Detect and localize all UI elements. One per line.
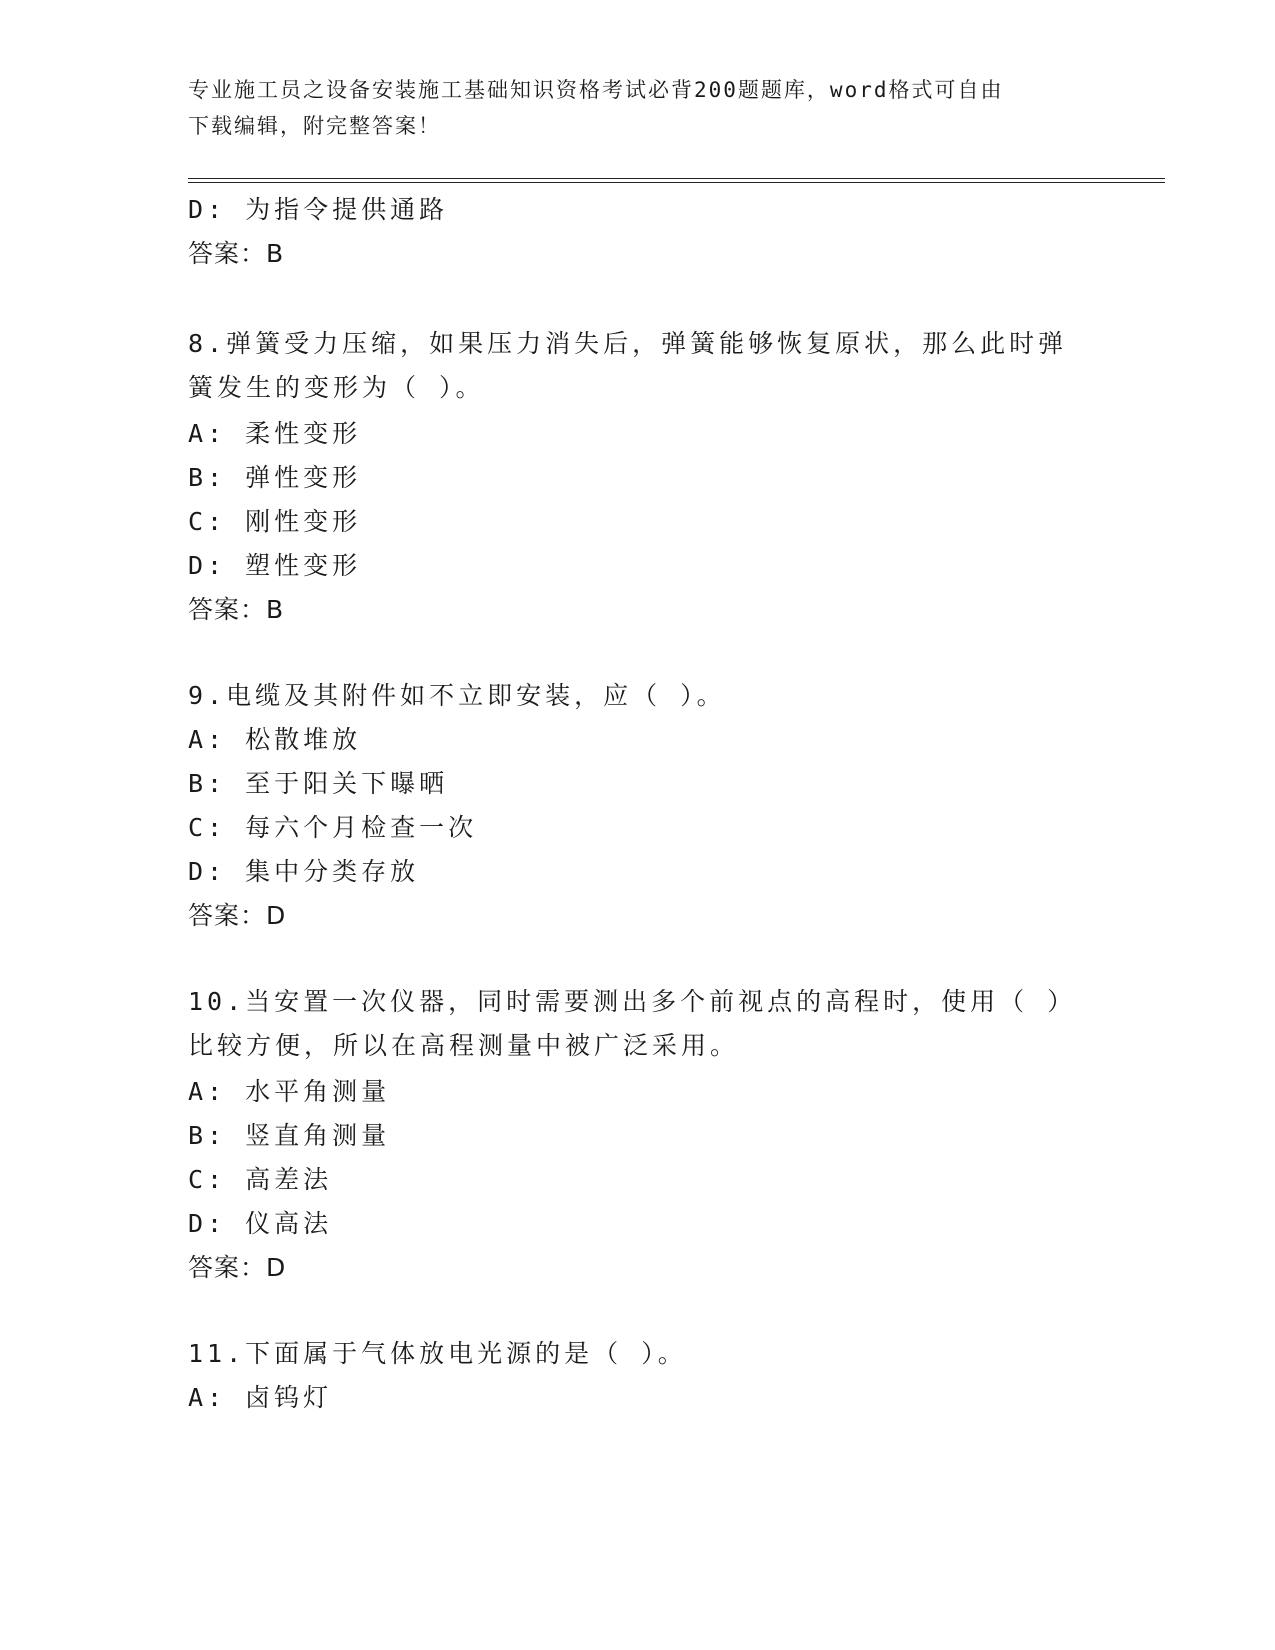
- question-8-stem-line-1: 8.弹簧受力压缩，如果压力消失后，弹簧能够恢复原状，那么此时弹: [188, 329, 1068, 358]
- header-line-1: 专业施工员之设备安装施工基础知识资格考试必背200题题库，word格式可自由: [188, 78, 1004, 102]
- prev-option-d: D: 为指令提供通路: [188, 195, 449, 224]
- question-8-option-d: D: 塑性变形: [188, 551, 362, 580]
- question-8-answer: 答案：B: [188, 595, 285, 624]
- question-11-option-a: A: 卤钨灯: [188, 1383, 333, 1412]
- document-header: [188, 72, 1088, 144]
- question-10-option-c: C: 高差法: [188, 1165, 333, 1194]
- question-9-answer: 答案：D: [188, 901, 287, 930]
- question-11-stem-line-1: 11.下面属于气体放电光源的是（ ）。: [188, 1339, 687, 1368]
- header-divider-top: [188, 178, 1165, 179]
- question-8-stem-line-2: 簧发生的变形为（ ）。: [188, 373, 485, 402]
- question-10-stem-line-1: 10.当安置一次仪器，同时需要测出多个前视点的高程时，使用（ ）: [188, 987, 1077, 1016]
- prev-answer: 答案：B: [188, 239, 285, 268]
- question-9-option-a: A: 松散堆放: [188, 725, 362, 754]
- question-10-answer: 答案：D: [188, 1253, 287, 1282]
- question-9-option-c: C: 每六个月检查一次: [188, 813, 478, 842]
- question-8-option-b: B: 弹性变形: [188, 463, 362, 492]
- question-10-option-b: B: 竖直角测量: [188, 1121, 391, 1150]
- header-divider-bottom: [188, 182, 1165, 183]
- header-line-2: 下载编辑，附完整答案！: [188, 114, 441, 138]
- question-10-option-a: A: 水平角测量: [188, 1077, 391, 1106]
- question-9-stem-line-1: 9.电缆及其附件如不立即安装，应（ ）。: [188, 681, 726, 710]
- question-10-stem-line-2: 比较方便，所以在高程测量中被广泛采用。: [188, 1031, 740, 1060]
- question-10-option-d: D: 仪高法: [188, 1209, 333, 1238]
- question-9-option-b: B: 至于阳关下曝晒: [188, 769, 449, 798]
- question-8-option-c: C: 刚性变形: [188, 507, 362, 536]
- question-8-option-a: A: 柔性变形: [188, 419, 362, 448]
- question-9-option-d: D: 集中分类存放: [188, 857, 420, 886]
